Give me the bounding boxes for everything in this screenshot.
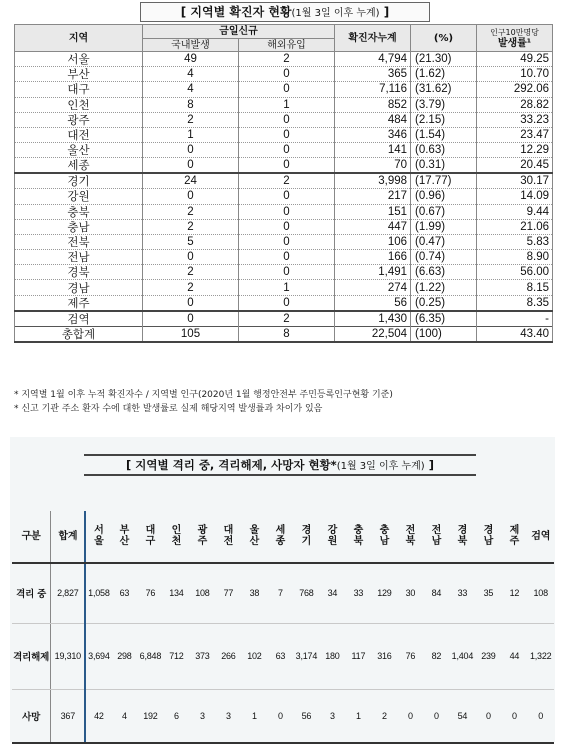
- imported-cell: 1: [239, 97, 335, 112]
- value-cell: 34: [319, 563, 345, 623]
- region-cell: 검역: [15, 311, 143, 327]
- col-header-region: 서울: [85, 511, 111, 563]
- col-header-region: 부산: [111, 511, 137, 563]
- value-cell: 54: [449, 689, 475, 743]
- imported-cell: 2: [239, 311, 335, 327]
- cumulative-cell: 484: [335, 112, 411, 127]
- value-cell: 12: [501, 563, 527, 623]
- cumulative-cell: 56: [335, 295, 411, 311]
- region-cell: 제주: [15, 295, 143, 311]
- percent-cell: (6.35): [411, 311, 477, 327]
- cumulative-cell: 166: [335, 250, 411, 265]
- header-domestic: 국내발생: [143, 39, 239, 52]
- table-row: [15, 173, 553, 189]
- domestic-cell: 0: [143, 250, 239, 265]
- col-header-total: 합계: [51, 511, 86, 563]
- cumulative-cell: 4,794: [335, 52, 411, 67]
- value-cell: 33: [345, 563, 371, 623]
- value-cell: 239: [475, 623, 501, 689]
- rate-cell: 43.40: [477, 326, 553, 342]
- isolation-status-table: [12, 511, 554, 744]
- percent-cell: (1.99): [411, 219, 477, 234]
- value-cell: 1: [241, 689, 267, 743]
- rate-cell: 28.82: [477, 97, 553, 112]
- value-cell: 108: [527, 563, 554, 623]
- total-cell: 367: [51, 689, 86, 743]
- value-cell: 84: [423, 563, 449, 623]
- value-cell: 63: [267, 623, 293, 689]
- domestic-cell: 0: [143, 143, 239, 158]
- value-cell: 0: [475, 689, 501, 743]
- value-cell: 129: [371, 563, 397, 623]
- table-row: [15, 311, 553, 327]
- cumulative-cell: 274: [335, 280, 411, 295]
- cumulative-cell: 1,430: [335, 311, 411, 327]
- value-cell: 38: [241, 563, 267, 623]
- imported-cell: 2: [239, 52, 335, 67]
- value-cell: 180: [319, 623, 345, 689]
- domestic-cell: 2: [143, 219, 239, 234]
- cumulative-cell: 1,491: [335, 265, 411, 280]
- rate-cell: 12.29: [477, 143, 553, 158]
- region-cell: 강원: [15, 189, 143, 204]
- col-header-region: 강원: [319, 511, 345, 563]
- value-cell: 6,848: [137, 623, 163, 689]
- value-cell: 1,404: [449, 623, 475, 689]
- domestic-cell: 2: [143, 280, 239, 295]
- table-row: [15, 82, 553, 97]
- row-label: 격리 중: [12, 563, 51, 623]
- rate-cell: 49.25: [477, 52, 553, 67]
- rate-cell: -: [477, 311, 553, 327]
- value-cell: 4: [111, 689, 137, 743]
- table-row: [15, 158, 553, 174]
- domestic-cell: 0: [143, 189, 239, 204]
- percent-cell: (6.63): [411, 265, 477, 280]
- imported-cell: 0: [239, 250, 335, 265]
- domestic-cell: 24: [143, 173, 239, 189]
- table-row: [15, 295, 553, 311]
- table-row: [15, 67, 553, 82]
- value-cell: 44: [501, 623, 527, 689]
- table-row: [15, 127, 553, 142]
- col-header-region: 대전: [215, 511, 241, 563]
- rate-cell: 8.15: [477, 280, 553, 295]
- percent-cell: (0.67): [411, 204, 477, 219]
- col-header-region: 제주: [501, 511, 527, 563]
- table-row: [15, 143, 553, 158]
- domestic-cell: 49: [143, 52, 239, 67]
- col-header-region: 경북: [449, 511, 475, 563]
- region-cell: 부산: [15, 67, 143, 82]
- value-cell: 63: [111, 563, 137, 623]
- value-cell: 0: [501, 689, 527, 743]
- value-cell: 0: [423, 689, 449, 743]
- imported-cell: 8: [239, 326, 335, 342]
- table-row: [15, 250, 553, 265]
- region-cell: 인천: [15, 97, 143, 112]
- value-cell: 3,694: [85, 623, 111, 689]
- value-cell: 0: [397, 689, 423, 743]
- value-cell: 134: [163, 563, 189, 623]
- imported-cell: 0: [239, 234, 335, 249]
- value-cell: 1,322: [527, 623, 554, 689]
- region-cell: 세종: [15, 158, 143, 174]
- imported-cell: 0: [239, 67, 335, 82]
- col-header-region: 전남: [423, 511, 449, 563]
- table-row: [15, 189, 553, 204]
- table-row: [15, 280, 553, 295]
- percent-cell: (0.63): [411, 143, 477, 158]
- value-cell: 7: [267, 563, 293, 623]
- value-cell: 108: [189, 563, 215, 623]
- footnotes: [14, 388, 554, 416]
- percent-cell: (31.62): [411, 82, 477, 97]
- table-row: [12, 623, 554, 689]
- value-cell: 712: [163, 623, 189, 689]
- rate-cell: 33.23: [477, 112, 553, 127]
- domestic-cell: 2: [143, 265, 239, 280]
- table-row: [15, 234, 553, 249]
- col-header-region: 경남: [475, 511, 501, 563]
- region-cell: 충남: [15, 219, 143, 234]
- percent-cell: (1.22): [411, 280, 477, 295]
- value-cell: 56: [293, 689, 319, 743]
- value-cell: 82: [423, 623, 449, 689]
- value-cell: 3: [215, 689, 241, 743]
- col-header-region: 대구: [137, 511, 163, 563]
- imported-cell: 0: [239, 158, 335, 174]
- value-cell: 35: [475, 563, 501, 623]
- cumulative-cell: 852: [335, 97, 411, 112]
- header-region: 지역: [15, 25, 143, 52]
- region-cell: 총합계: [15, 326, 143, 342]
- col-header-region: 광주: [189, 511, 215, 563]
- imported-cell: 0: [239, 112, 335, 127]
- col-header-region: 검역: [527, 511, 554, 563]
- region-cell: 광주: [15, 112, 143, 127]
- table-row: [15, 52, 553, 67]
- header-rate: 인구10만명당 발생률¹: [477, 25, 553, 52]
- value-cell: 3,174: [293, 623, 319, 689]
- value-cell: 1,058: [85, 563, 111, 623]
- col-header-region: 충북: [345, 511, 371, 563]
- imported-cell: 0: [239, 204, 335, 219]
- header-cumulative: 확진자누계: [335, 25, 411, 52]
- imported-cell: 2: [239, 173, 335, 189]
- percent-cell: (0.47): [411, 234, 477, 249]
- imported-cell: 0: [239, 295, 335, 311]
- domestic-cell: 0: [143, 158, 239, 174]
- col-header-region: 세종: [267, 511, 293, 563]
- value-cell: 266: [215, 623, 241, 689]
- value-cell: 76: [397, 623, 423, 689]
- value-cell: 6: [163, 689, 189, 743]
- imported-cell: 0: [239, 82, 335, 97]
- imported-cell: 0: [239, 143, 335, 158]
- rate-cell: 21.06: [477, 219, 553, 234]
- total-cell: 19,310: [51, 623, 86, 689]
- rate-cell: 23.47: [477, 127, 553, 142]
- domestic-cell: 0: [143, 311, 239, 327]
- value-cell: 77: [215, 563, 241, 623]
- col-header-category: 구분: [12, 511, 51, 563]
- percent-cell: (0.96): [411, 189, 477, 204]
- table-row: [15, 112, 553, 127]
- col-header-region: 인천: [163, 511, 189, 563]
- header-imported: 해외유입: [239, 39, 335, 52]
- domestic-cell: 2: [143, 204, 239, 219]
- domestic-cell: 2: [143, 112, 239, 127]
- imported-cell: 0: [239, 127, 335, 142]
- rate-cell: 20.45: [477, 158, 553, 174]
- cumulative-cell: 151: [335, 204, 411, 219]
- region-cell: 울산: [15, 143, 143, 158]
- value-cell: 0: [527, 689, 554, 743]
- col-header-region: 전북: [397, 511, 423, 563]
- region-cell: 충북: [15, 204, 143, 219]
- region-cell: 경남: [15, 280, 143, 295]
- region-cell: 경북: [15, 265, 143, 280]
- imported-cell: 0: [239, 219, 335, 234]
- value-cell: 0: [267, 689, 293, 743]
- table-row: [15, 265, 553, 280]
- value-cell: 42: [85, 689, 111, 743]
- row-label: 격리해제: [12, 623, 51, 689]
- region-cell: 전남: [15, 250, 143, 265]
- table1-title: [ 지역별 확진자 현황(1월 3일 이후 누계) ]: [140, 2, 430, 22]
- cumulative-cell: 447: [335, 219, 411, 234]
- cumulative-cell: 346: [335, 127, 411, 142]
- percent-cell: (100): [411, 326, 477, 342]
- region-cell: 전북: [15, 234, 143, 249]
- value-cell: 117: [345, 623, 371, 689]
- cumulative-cell: 106: [335, 234, 411, 249]
- rate-cell: 8.35: [477, 295, 553, 311]
- col-header-region: 충남: [371, 511, 397, 563]
- cumulative-cell: 217: [335, 189, 411, 204]
- percent-cell: (1.54): [411, 127, 477, 142]
- rate-cell: 30.17: [477, 173, 553, 189]
- rate-cell: 10.70: [477, 67, 553, 82]
- domestic-cell: 1: [143, 127, 239, 142]
- percent-cell: (2.15): [411, 112, 477, 127]
- value-cell: 298: [111, 623, 137, 689]
- cumulative-cell: 22,504: [335, 326, 411, 342]
- table-row: [15, 97, 553, 112]
- percent-cell: (0.25): [411, 295, 477, 311]
- header-new-cases: 금일신규: [143, 25, 335, 39]
- rate-cell: 14.09: [477, 189, 553, 204]
- percent-cell: (0.74): [411, 250, 477, 265]
- value-cell: 768: [293, 563, 319, 623]
- cumulative-cell: 70: [335, 158, 411, 174]
- value-cell: 373: [189, 623, 215, 689]
- value-cell: 3: [189, 689, 215, 743]
- rate-cell: 9.44: [477, 204, 553, 219]
- region-cell: 대전: [15, 127, 143, 142]
- cumulative-cell: 365: [335, 67, 411, 82]
- value-cell: 76: [137, 563, 163, 623]
- total-cell: 2,827: [51, 563, 86, 623]
- footnote-1: * 지역별 1월 이후 누적 확진자수 / 지역별 인구(2020년 1월 행정안전부 주민등록인구현황 기준): [14, 390, 393, 400]
- row-label: 사망: [12, 689, 51, 743]
- imported-cell: 0: [239, 265, 335, 280]
- value-cell: 2: [371, 689, 397, 743]
- cumulative-cell: 141: [335, 143, 411, 158]
- value-cell: 30: [397, 563, 423, 623]
- header-percent: (%): [411, 25, 477, 52]
- value-cell: 33: [449, 563, 475, 623]
- region-cell: 대구: [15, 82, 143, 97]
- value-cell: 3: [319, 689, 345, 743]
- value-cell: 102: [241, 623, 267, 689]
- domestic-cell: 5: [143, 234, 239, 249]
- value-cell: 192: [137, 689, 163, 743]
- domestic-cell: 105: [143, 326, 239, 342]
- domestic-cell: 8: [143, 97, 239, 112]
- percent-cell: (3.79): [411, 97, 477, 112]
- confirmed-cases-table: [14, 24, 553, 343]
- percent-cell: (0.31): [411, 158, 477, 174]
- imported-cell: 0: [239, 189, 335, 204]
- table2-title: [ 지역별 격리 중, 격리해제, 사망자 현황*(1월 3일 이후 누계) ]: [84, 454, 476, 476]
- percent-cell: (17.77): [411, 173, 477, 189]
- percent-cell: (21.30): [411, 52, 477, 67]
- table-row: [15, 326, 553, 342]
- col-header-region: 경기: [293, 511, 319, 563]
- domestic-cell: 0: [143, 295, 239, 311]
- cumulative-cell: 3,998: [335, 173, 411, 189]
- rate-cell: 56.00: [477, 265, 553, 280]
- percent-cell: (1.62): [411, 67, 477, 82]
- footnote-2: * 신고 기관 주소 환자 수에 대한 발생률로 실제 해당지역 발생률과 차이가 있음: [14, 404, 323, 414]
- domestic-cell: 4: [143, 67, 239, 82]
- rate-cell: 292.06: [477, 82, 553, 97]
- value-cell: 1: [345, 689, 371, 743]
- region-cell: 서울: [15, 52, 143, 67]
- cumulative-cell: 7,116: [335, 82, 411, 97]
- col-header-region: 울산: [241, 511, 267, 563]
- table-row: [12, 563, 554, 623]
- rate-cell: 8.90: [477, 250, 553, 265]
- table-row: [12, 689, 554, 743]
- table-row: [15, 204, 553, 219]
- domestic-cell: 4: [143, 82, 239, 97]
- table-row: [15, 219, 553, 234]
- region-cell: 경기: [15, 173, 143, 189]
- imported-cell: 1: [239, 280, 335, 295]
- value-cell: 316: [371, 623, 397, 689]
- rate-cell: 5.83: [477, 234, 553, 249]
